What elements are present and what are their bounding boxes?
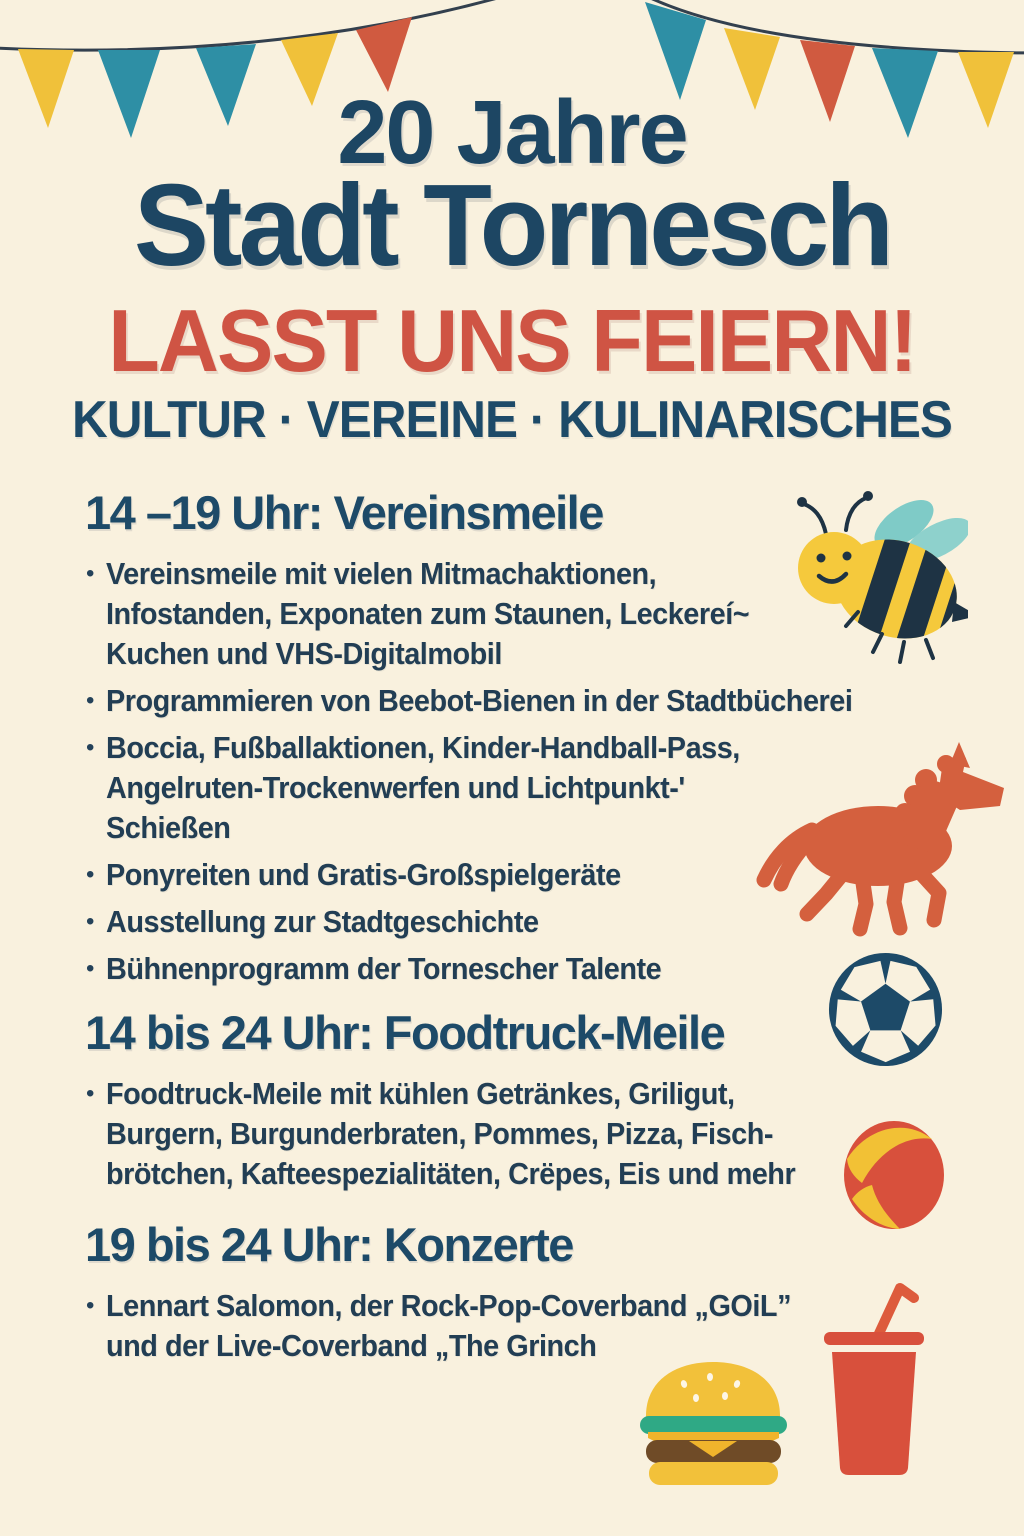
bullet-marker: •: [86, 861, 95, 888]
bullet-text: [106, 1286, 933, 1366]
title-city: Stadt Tornesch: [133, 160, 891, 290]
bullet-marker: •: [86, 560, 95, 587]
burger-bottom-bun: [649, 1462, 778, 1485]
bullet-line: Schießen: [106, 810, 231, 845]
bullet-line: Infostanden, Exponaten zum Staunen, Leckereí~: [106, 596, 750, 631]
burger-top-bun: [646, 1362, 780, 1421]
tagline: KULTUR · VEREINE · KULINARISCHES: [72, 391, 952, 449]
bullet-line: Foodtruck-Meile mit kühlen Getränkes, Griligut,: [106, 1076, 735, 1111]
bee-stinger: [952, 602, 968, 622]
drink-lid: [824, 1332, 924, 1345]
bullet-line: Ponyreiten und Gratis-Großspielgeräte: [106, 857, 621, 892]
soccer-ball-icon: [826, 950, 945, 1069]
list-item: [85, 681, 995, 721]
bullet-line: Ausstellung zur Stadtgeschichte: [106, 904, 539, 939]
bullet-line: Lennart Salomon, der Rock-Pop-Coverband „GOiL”: [106, 1288, 792, 1323]
section-heading: 14 –19 Uhr: Vereinsmeile: [85, 486, 603, 539]
bullet-line: Programmieren von Beebot-Bienen in der Stadtbücherei: [106, 683, 853, 718]
beach-ball-icon: [842, 1119, 948, 1233]
bullet-line: Burgern, Burgunderbraten, Pommes, Pizza, Fisch-: [106, 1116, 773, 1151]
subtitle-celebrate: LASST UNS FEIERN!: [108, 291, 916, 390]
bullet-marker: •: [86, 1292, 95, 1319]
bullet-line: Angelruten-Trockenwerfen und Lichtpunkt-': [106, 770, 685, 805]
bullet-line: Kuchen und VHS-Digitalmobil: [106, 636, 502, 671]
bee-head: [798, 532, 870, 604]
bullet-marker: •: [86, 734, 95, 761]
bullet-text: [106, 949, 933, 989]
bee-icon: [786, 484, 968, 674]
bullet-marker: •: [86, 908, 95, 935]
bee-antennae: [797, 491, 873, 534]
section-heading: 19 bis 24 Uhr: Konzerte: [85, 1218, 573, 1271]
bullet-text: [106, 681, 933, 721]
bullet-line: Boccia, Fußballaktionen, Kinder-Handball-Pass,: [106, 730, 740, 765]
title-years: 20 Jahre: [337, 83, 687, 183]
bullet-text: [106, 1074, 933, 1194]
drink-cup-icon: [818, 1276, 930, 1483]
section-heading: 14 bis 24 Uhr: Foodtruck-Meile: [85, 1006, 725, 1059]
bullet-line: Vereinsmeile mit vielen Mitmachaktionen,: [106, 556, 657, 591]
bullet-line: und der Live-Coverband „The Grinch: [106, 1328, 597, 1363]
horse-silhouette: [804, 742, 1004, 886]
horse-icon: [750, 730, 1018, 937]
burger-icon: [632, 1354, 797, 1488]
bullet-line: brötchen, Kafteespezialitäten, Crëpes, Eis und mehr: [106, 1156, 796, 1191]
bullet-marker: •: [86, 1080, 95, 1107]
drink-cup-body: [832, 1352, 916, 1475]
burger-lettuce: [640, 1416, 787, 1434]
bullet-line: Bühnenprogramm der Tornescher Talente: [106, 951, 662, 986]
bullet-marker: •: [86, 687, 95, 714]
bullet-marker: •: [86, 955, 95, 982]
